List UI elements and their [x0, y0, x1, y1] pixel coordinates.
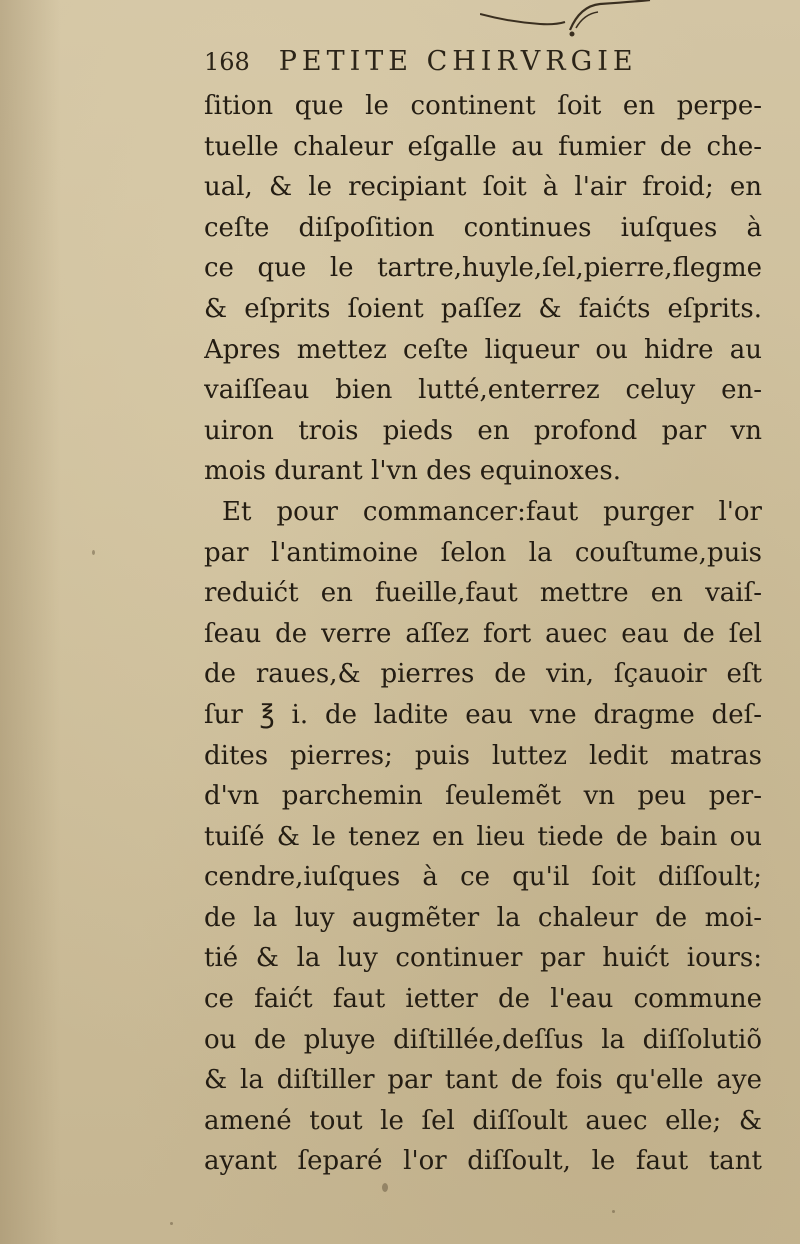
text-line: vaiſſeau bien lutté,enterrez celuy en- [204, 375, 762, 406]
text-line: par l'antimoine ſelon la couſtume,puis [204, 537, 762, 568]
text-line: ceſte diſpoſition continues iuſques à [204, 212, 762, 243]
text-line: tuelle chaleur eſgalle au fumier de che- [204, 131, 762, 162]
text-line: de la luy augmẽter la chaleur de moi- [204, 902, 762, 933]
text-line: ual, & le recipiant ſoit à l'air froid; en [204, 172, 762, 203]
text-line: amené tout le ſel diſſoult auec elle; & [204, 1105, 762, 1136]
text-line: tuiſé & le tenez en lieu tiede de bain ou [204, 821, 762, 852]
paragraph-start-line: Et pour commancer:faut purger l'or [222, 496, 762, 527]
text-line: ayant ſeparé l'or diſſoult, le faut tant [204, 1146, 762, 1177]
text-line: mois durant l'vn des equinoxes. [204, 456, 621, 487]
paper-speck [382, 1183, 388, 1192]
text-line: de raues,& pierres de vin, ſçauoir eſt [204, 659, 762, 690]
text-line: ſeau de verre aſſez fort auec eau de ſel [204, 618, 762, 649]
text-line: ou de pluye diſtillée,deſſus la diſſolutiõ [204, 1024, 762, 1055]
paper-speck [92, 550, 95, 555]
text-line: ce faićt faut ietter de l'eau commune [204, 984, 762, 1015]
text-line: & la diſtiller par tant de fois qu'elle aye [204, 1065, 762, 1096]
running-header [204, 44, 764, 88]
paper-speck [612, 1210, 615, 1213]
text-line: reduićt en fueille,faut mettre en vaiſ- [204, 578, 762, 609]
text-line: & eſprits ſoient paſſez & faićts eſprits. [204, 293, 762, 324]
text-line: ce que le tartre,huyle,ſel,pierre,flegme [204, 253, 762, 284]
text-line: ſur ℥ i. de ladite eau vne dragme deſ- [204, 699, 762, 730]
text-line: cendre,iuſques à ce qu'il ſoit diſſoult; [204, 862, 762, 893]
page-number: 168 [204, 48, 250, 76]
text-line: Apres mettez ceſte liqueur ou hidre au [204, 334, 762, 365]
text-line: uiron trois pieds en profond par vn [204, 415, 762, 446]
text-line: d'vn parchemin ſeulemẽt vn peu per- [204, 781, 762, 812]
body-text [204, 86, 764, 1182]
running-title: PETITE CHIRVRGIE [278, 46, 638, 77]
text-line: tié & la luy continuer par huićt iours: [204, 943, 762, 974]
paper-speck [170, 1222, 173, 1225]
decorative-flourish-icon [480, 0, 660, 40]
text-line: ſition que le continent ſoit en perpe- [204, 91, 762, 121]
gutter-shadow [0, 0, 60, 1244]
text-line: dites pierres; puis luttez ledit matras [204, 740, 762, 771]
